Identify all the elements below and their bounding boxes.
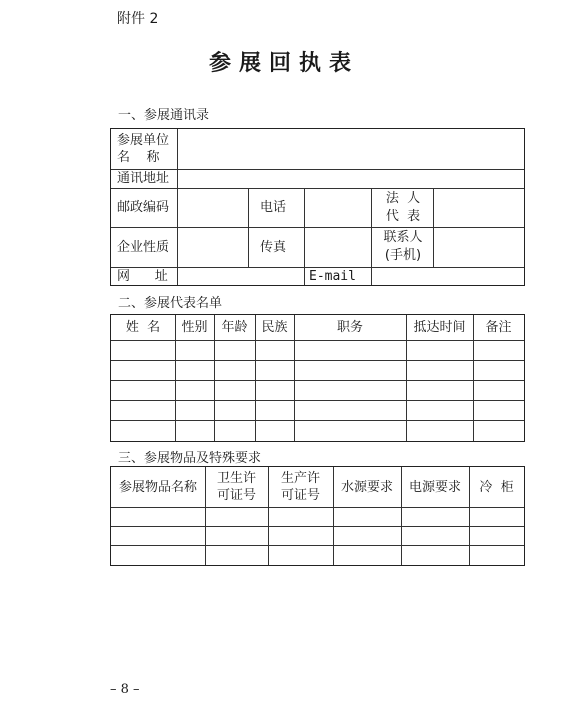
phone-label: 电话 — [260, 200, 287, 215]
legal-rep-line2: 代 表 — [385, 209, 421, 224]
col-gender: 性别 — [181, 320, 208, 335]
col-exhibit-name: 参展物品名称 — [118, 480, 197, 495]
email-label: E-mail — [309, 269, 356, 284]
section1-heading: 一、参展通讯录 — [118, 108, 210, 123]
col-health-permit-line2: 可证号 — [216, 488, 256, 503]
col-name: 姓 名 — [125, 320, 161, 335]
legal-rep-line1: 法 人 — [385, 191, 421, 206]
col-freezer: 冷 柜 — [479, 480, 514, 495]
unit-label-line1: 参展单位 — [117, 133, 170, 148]
address-label: 通讯地址 — [117, 171, 170, 186]
page-title: 参展回执表 — [208, 50, 359, 76]
col-production-permit-line1: 生产许 — [280, 471, 320, 486]
postcode-label: 邮政编码 — [117, 200, 170, 215]
col-power-requirement: 电源要求 — [408, 480, 461, 495]
unit-label-line2: 名 称 — [117, 150, 160, 165]
col-remarks: 备注 — [485, 320, 512, 335]
section3-heading: 三、参展物品及特殊要求 — [118, 451, 262, 466]
contact-person-line1: 联系人 — [383, 230, 423, 245]
page-number: – 8 – — [110, 682, 140, 697]
col-age: 年龄 — [221, 320, 248, 335]
col-water-requirement: 水源要求 — [340, 480, 393, 495]
contact-table — [110, 128, 525, 286]
attachment-label: 附件 2 — [117, 11, 159, 27]
enterprise-nature-label: 企业性质 — [117, 240, 170, 255]
section2-heading: 二、参展代表名单 — [118, 296, 223, 311]
col-position: 职务 — [336, 320, 363, 335]
col-arrival-time: 抵达时间 — [413, 320, 466, 335]
contact-person-line2: (手机) — [384, 248, 422, 263]
website-label: 网 址 — [117, 269, 168, 284]
col-production-permit-line2: 可证号 — [280, 488, 320, 503]
representatives-table — [110, 314, 525, 442]
col-health-permit-line1: 卫生许 — [216, 471, 256, 486]
fax-label: 传真 — [260, 240, 287, 255]
col-ethnicity: 民族 — [261, 320, 288, 335]
exhibits-table — [110, 466, 525, 566]
